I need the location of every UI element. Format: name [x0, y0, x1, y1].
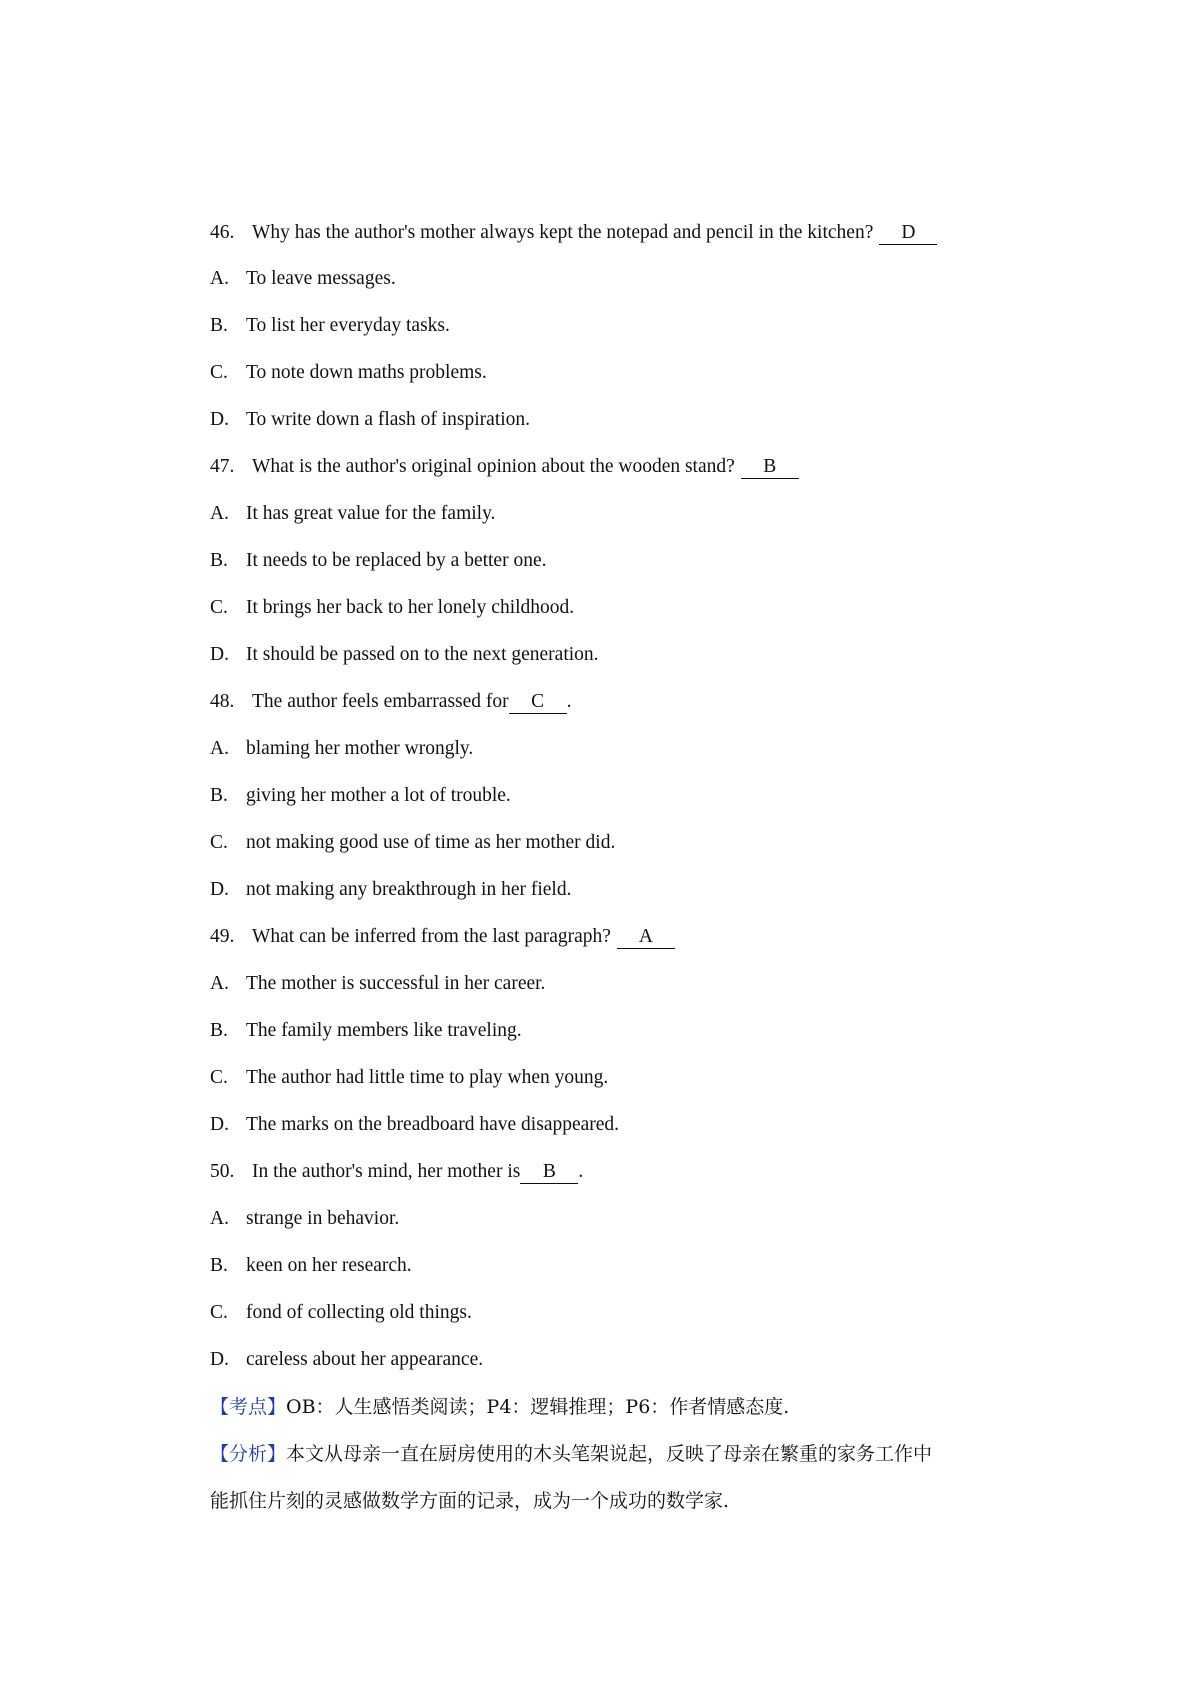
fenxi-section: [210, 1440, 932, 1468]
option-letter: A.: [210, 973, 229, 994]
option-a: [210, 1205, 399, 1233]
option-b: [210, 547, 547, 575]
option-letter: B.: [210, 1020, 228, 1041]
question-number: 49.: [210, 926, 235, 947]
option-b: [210, 1017, 522, 1045]
fenxi-text-line1: 本文从母亲一直在厨房使用的木头笔架说起，反映了母亲在繁重的家务工作中: [286, 1443, 933, 1465]
option-d: [210, 876, 571, 904]
question-48: [210, 688, 572, 716]
question-stem: What can be inferred from the last paragraph?: [252, 926, 611, 947]
option-d: [210, 1346, 483, 1374]
option-text: strange in behavior.: [246, 1208, 400, 1229]
option-text: not making good use of time as her mother did.: [246, 832, 616, 853]
answer-blank: B: [741, 456, 799, 479]
option-text: It needs to be replaced by a better one.: [246, 550, 547, 571]
option-letter: C.: [210, 832, 228, 853]
option-letter: D.: [210, 1114, 229, 1135]
option-a: [210, 735, 473, 763]
option-letter: D.: [210, 644, 229, 665]
answer-blank: C: [509, 691, 567, 714]
option-b: [210, 782, 511, 810]
option-letter: C.: [210, 1067, 228, 1088]
option-text: To write down a flash of inspiration.: [246, 409, 531, 430]
option-letter: A.: [210, 503, 229, 524]
option-c: [210, 594, 574, 622]
option-text: The marks on the breadboard have disappeared.: [246, 1114, 620, 1135]
question-47: [210, 453, 799, 481]
question-trail: .: [566, 691, 572, 712]
option-letter: D.: [210, 409, 229, 430]
answer-blank: A: [617, 926, 675, 949]
option-text: It brings her back to her lonely childhood.: [246, 597, 575, 618]
kaodian-tag: 【考点】: [210, 1396, 287, 1418]
question-stem: What is the author's original opinion about the wooden stand?: [252, 456, 735, 477]
fenxi-tag: 【分析】: [210, 1443, 287, 1465]
option-letter: A.: [210, 268, 229, 289]
option-c: [210, 1064, 608, 1092]
option-text: fond of collecting old things.: [246, 1302, 472, 1323]
option-text: blaming her mother wrongly.: [246, 738, 474, 759]
fenxi-continuation: [210, 1487, 729, 1515]
option-a: [210, 970, 545, 998]
question-50: [210, 1158, 583, 1186]
answer-blank: B: [520, 1161, 578, 1184]
question-number: 46.: [210, 222, 235, 243]
option-letter: D.: [210, 1349, 229, 1370]
question-stem: In the author's mind, her mother is: [252, 1161, 521, 1182]
option-a: [210, 265, 396, 293]
kaodian-text: OB：人生感悟类阅读；P4：逻辑推理；P6：作者情感态度.: [286, 1396, 790, 1418]
question-trail: .: [578, 1161, 584, 1182]
option-c: [210, 829, 615, 857]
option-b: [210, 312, 450, 340]
option-c: [210, 359, 487, 387]
option-letter: D.: [210, 879, 229, 900]
option-letter: A.: [210, 738, 229, 759]
option-letter: B.: [210, 315, 228, 336]
question-stem: Why has the author's mother always kept the notepad and pencil in the kitchen?: [252, 222, 874, 243]
option-text: To list her everyday tasks.: [246, 315, 450, 336]
question-number: 47.: [210, 456, 235, 477]
question-number: 50.: [210, 1161, 235, 1182]
option-b: [210, 1252, 412, 1280]
option-d: [210, 641, 599, 669]
option-text: keen on her research.: [246, 1255, 412, 1276]
option-text: not making any breakthrough in her field.: [246, 879, 572, 900]
option-letter: C.: [210, 597, 228, 618]
option-d: [210, 1111, 619, 1139]
option-text: careless about her appearance.: [246, 1349, 484, 1370]
option-a: [210, 500, 495, 528]
option-text: giving her mother a lot of trouble.: [246, 785, 511, 806]
fenxi-text-line2: 能抓住片刻的灵感做数学方面的记录，成为一个成功的数学家.: [210, 1490, 730, 1512]
question-49: [210, 923, 675, 951]
option-text: The family members like traveling.: [246, 1020, 522, 1041]
option-text: It should be passed on to the next generation.: [246, 644, 599, 665]
option-letter: B.: [210, 785, 228, 806]
option-c: [210, 1299, 472, 1327]
kaodian-section: [210, 1393, 789, 1421]
option-text: To leave messages.: [246, 268, 396, 289]
question-46: [210, 219, 937, 247]
option-d: [210, 406, 530, 434]
option-letter: A.: [210, 1208, 229, 1229]
question-stem: The author feels embarrassed for: [252, 691, 509, 712]
option-letter: B.: [210, 1255, 228, 1276]
option-letter: C.: [210, 1302, 228, 1323]
answer-blank: D: [879, 222, 937, 245]
option-letter: C.: [210, 362, 228, 383]
question-number: 48.: [210, 691, 235, 712]
option-text: The mother is successful in her career.: [246, 973, 546, 994]
option-text: The author had little time to play when young.: [246, 1067, 609, 1088]
option-letter: B.: [210, 550, 228, 571]
option-text: It has great value for the family.: [246, 503, 496, 524]
option-text: To note down maths problems.: [246, 362, 487, 383]
